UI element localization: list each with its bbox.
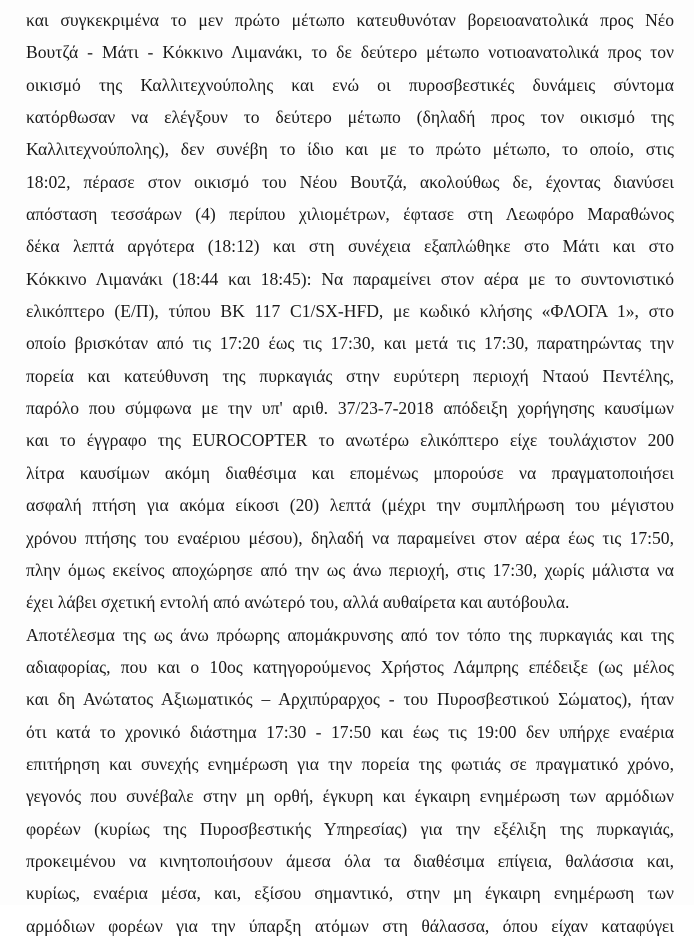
text-line: γεγονός που συνέβαλε στην μη ορθή, έγκυρη και έγκαιρη ενημέρωση των αρμόδιων: [26, 786, 674, 807]
text-line: φορέων (κυρίως της Πυροσβεστικής Υπηρεσίας) για την εξέλιξη της πυρκαγιάς,: [26, 818, 674, 839]
text-line: χρόνου πτήσης του εναέριου μέσου), δηλαδή να παραμείνει στον αέρα έως τις 17:50,: [26, 527, 674, 548]
text-line: οικισμό της Καλλιτεχνούπολης και ενώ οι πυροσβεστικές δυνάμεις σύντομα: [26, 74, 674, 95]
text-line: και συγκεκριμένα το μεν πρώτο μέτωπο κατευθυνόταν βορειοανατολικά προς Νέο: [26, 10, 674, 30]
text-line: δέκα λεπτά αργότερα (18:12) και στη συνέχεια εξαπλώθηκε στο Μάτι και στο: [26, 236, 674, 257]
text-line: και δη Ανώτατος Αξιωματικός – Αρχιπύραρχος - του Πυροσβεστικού Σώματος), ήταν: [26, 689, 674, 710]
text-line: Αποτέλεσμα της ως άνω πρόωρης απομάκρυνσης από τον τόπο της πυρκαγιάς και της: [26, 624, 674, 645]
text-line: παρόλο που σύμφωνα με την υπ' αριθ. 37/23-7-2018 απόδειξη χορήγησης καυσίμων: [26, 398, 674, 419]
text-line: Βουτζά - Μάτι - Κόκκινο Λιμανάκι, το δε δεύτερο μέτωπο νοτιοανατολικά προς τον: [26, 42, 674, 63]
text-line: αδιαφορίας, που και ο 10ος κατηγορούμενος Χρήστος Λάμπρης επέδειξε (ως μέλος: [26, 656, 674, 677]
text-line: ότι κατά το χρονικό διάστημα 17:30 - 17:50 και έως τις 19:00 δεν υπήρχε εναέρια: [26, 721, 674, 742]
text-line: Κόκκινο Λιμανάκι (18:44 και 18:45): Να παραμείνει στον αέρα με το συντονιστικό: [26, 268, 674, 289]
text-line: πορεία και κατεύθυνση της πυρκαγιάς στην ευρύτερη περιοχή Νταού Πεντέλης,: [26, 365, 674, 386]
text-line: ασφαλή πτήση για ακόμα είκοσι (20) λεπτά (μέχρι την συμπλήρωση του μέγιστου: [26, 495, 674, 516]
document-body-text: [26, 0, 674, 936]
text-line: ελικόπτερο (Ε/Π), τύπου ΒΚ 117 C1/SX-HFD, με κωδικό κλήσης «ΦΛΟΓΑ 1», στο: [26, 301, 674, 322]
text-line: προκειμένου να κινητοποιήσουν άμεσα όλα τα διαθέσιμα επίγεια, θαλάσσια και,: [26, 850, 674, 871]
text-line: οποίο βρισκόταν από τις 17:20 έως τις 17:30, και μετά τις 17:30, παρατηρώντας την: [26, 333, 674, 354]
text-line: πλην όμως εκείνος αποχώρησε από την ως άνω περιοχή, στις 17:30, χωρίς μάλιστα να: [26, 559, 674, 580]
text-line: απόσταση τεσσάρων (4) περίπου χιλιομέτρων, έφτασε στη Λεωφόρο Μαραθώνος: [26, 204, 674, 225]
text-line: αρμόδιων φορέων για την ύπαρξη ατόμων στη θάλασσα, όπου είχαν καταφύγει: [26, 915, 674, 936]
text-line: κατόρθωσαν να ελέγξουν το δεύτερο μέτωπο (δηλαδή προς τον οικισμό της: [26, 107, 674, 128]
text-line: 18:02, πέρασε στον οικισμό του Νέου Βουτζά, ακολούθως δε, έχοντας διανύσει: [26, 171, 674, 192]
text-line: έχει λάβει σχετική εντολή από ανώτερό του, αλλά αυθαίρετα και αυτόβουλα.: [26, 592, 570, 613]
text-line: επιτήρηση και συνεχής ενημέρωση για την πορεία της φωτιάς σε πραγματικό χρόνο,: [26, 753, 674, 774]
text-line: Καλλιτεχνούπολης), δεν συνέβη το ίδιο και με το πρώτο μέτωπο, το οποίο, στις: [26, 139, 674, 160]
text-line: και το έγγραφο της EUROCOPTER το ανωτέρω ελικόπτερο είχε τουλάχιστον 200: [26, 430, 674, 451]
text-line: κυρίως, εναέρια μέσα, και, εξίσου σημαντικό, στην μη έγκαιρη ενημέρωση των: [26, 883, 674, 904]
text-line: λίτρα καυσίμων ακόμη διαθέσιμα και επομένως μπορούσε να πραγματοποιήσει: [26, 462, 674, 483]
